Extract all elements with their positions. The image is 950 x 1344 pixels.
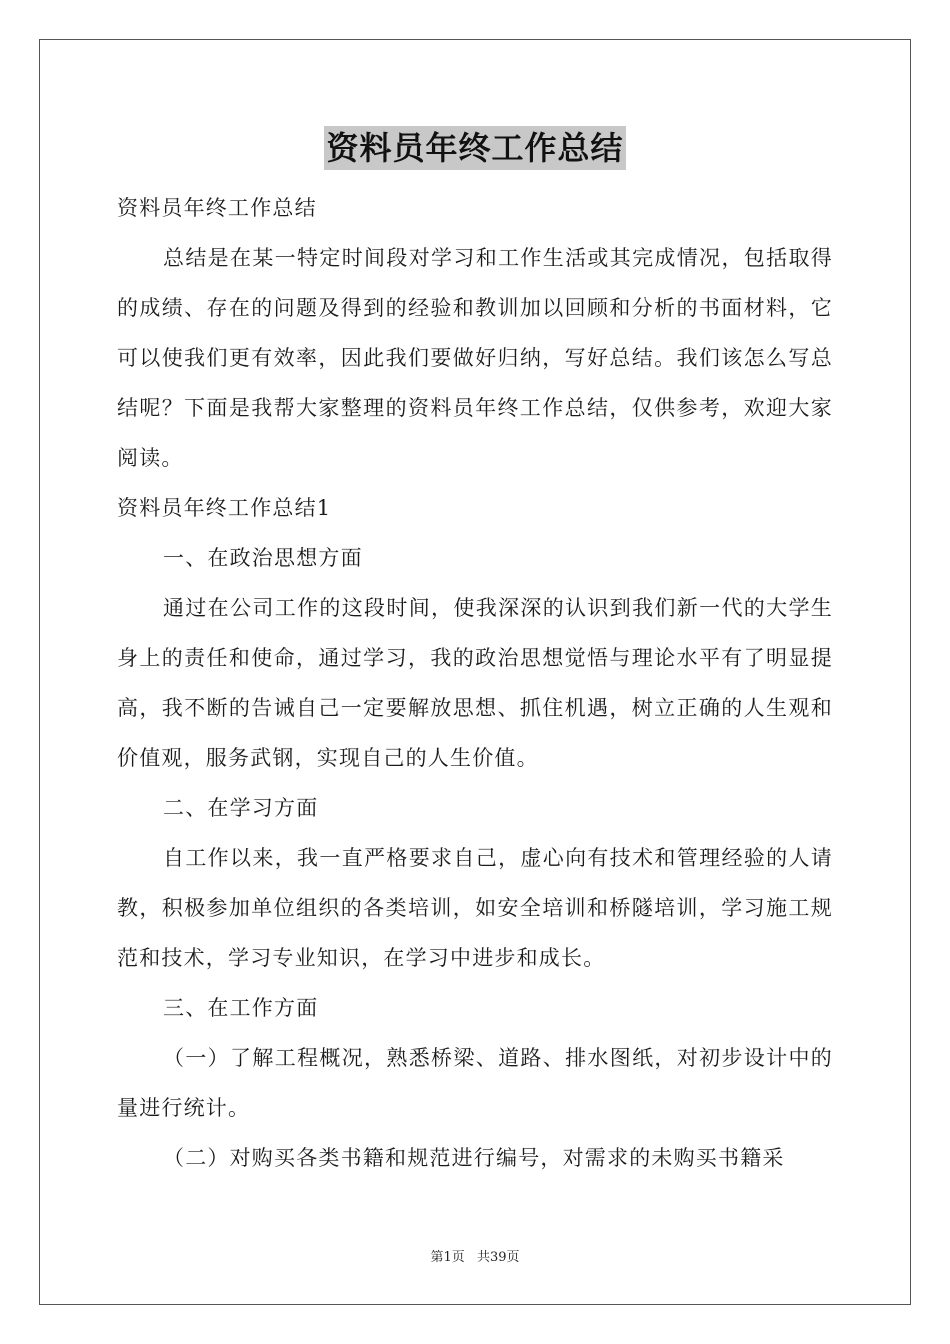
- section-title: 资料员年终工作总结1: [117, 496, 332, 520]
- page-number: 第1页: [430, 1250, 465, 1265]
- document-subtitle: 资料员年终工作总结: [117, 196, 317, 220]
- page-footer: [0, 1246, 950, 1265]
- intro-paragraph: 总结是在某一特定时间段对学习和工作生活或其完成情况，包括取得的成绩、存在的问题及得到的经验和教训加以回顾和分析的书面材料，它可以使我们更有效率，因此我们要做好归纳，写好总结。我们该怎么写总结呢？下面是我帮大家整理的资料员年终工作总结，仅供参考，欢迎大家阅读。: [117, 246, 833, 470]
- paragraph-work-1: （一）了解工程概况，熟悉桥梁、道路、排水图纸，对初步设计中的量进行统计。: [117, 1046, 833, 1120]
- heading-politics: 一、在政治思想方面: [163, 546, 363, 570]
- title-container: [0, 126, 950, 170]
- heading-study: 二、在学习方面: [163, 796, 319, 820]
- document-body: [117, 183, 833, 1183]
- paragraph-politics: 通过在公司工作的这段时间，使我深深的认识到我们新一代的大学生身上的责任和使命，通过学习，我的政治思想觉悟与理论水平有了明显提高，我不断的告诫自己一定要解放思想、抓住机遇，树立正确的人生观和价值观，服务武钢，实现自己的人生价值。: [117, 596, 833, 770]
- page-total: 共39页: [476, 1250, 520, 1265]
- paragraph-work-2: （二）对购买各类书籍和规范进行编号，对需求的未购买书籍采: [163, 1146, 785, 1170]
- paragraph-study: 自工作以来，我一直严格要求自己，虚心向有技术和管理经验的人请教，积极参加单位组织的各类培训，如安全培训和桥隧培训，学习施工规范和技术，学习专业知识，在学习中进步和成长。: [117, 846, 833, 970]
- document-title: 资料员年终工作总结: [324, 126, 625, 170]
- heading-work: 三、在工作方面: [163, 996, 319, 1020]
